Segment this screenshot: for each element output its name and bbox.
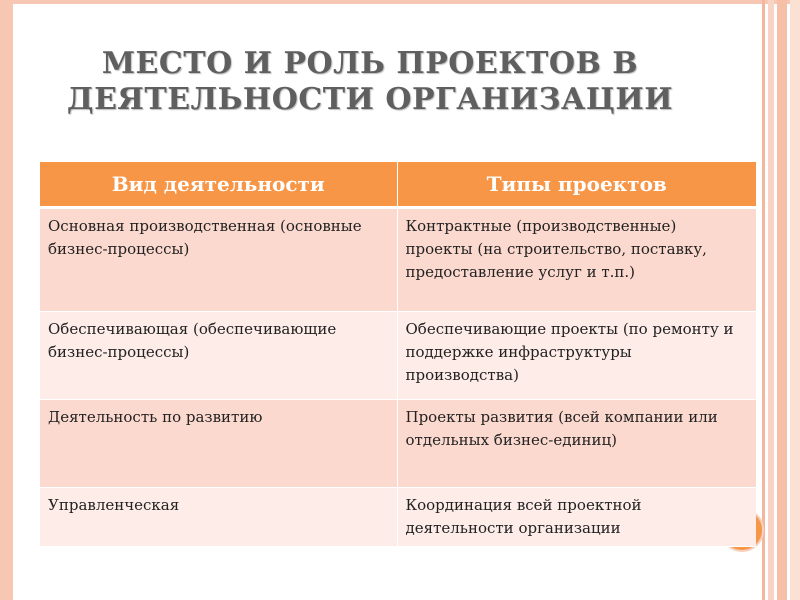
table-row [40,208,756,312]
right-stripe-decoration [768,0,774,600]
table-cell-activity: Основная производственная (основные бизнес-процессы) [40,208,397,312]
left-border-decoration [0,0,13,600]
table-cell-project-type: Контрактные (производственные) проекты (на строительство, поставку, предоставление услуг и т.п.) [397,208,756,312]
slide-title-line-2: ДЕЯТЕЛЬНОСТИ ОРГАНИЗАЦИИ [66,82,674,117]
header-project-types: Типы проектов [397,162,756,208]
right-stripe-decoration [777,0,787,600]
table-cell-activity: Управленческая [40,488,397,547]
table-row [40,488,756,547]
table-header-row [40,162,756,208]
slide-title-line-1: МЕСТО И РОЛЬ ПРОЕКТОВ В [101,46,639,81]
top-border-decoration [0,0,800,4]
table-cell-project-type: Координация всей проектной деятельности организации [397,488,756,547]
table-cell-activity: Обеспечивающая (обеспечивающие бизнес-процессы) [40,312,397,400]
table-cell-project-type: Проекты развития (всей компании или отдельных бизнес-единиц) [397,400,756,488]
table-row [40,312,756,400]
right-stripe-decoration [762,0,765,600]
table-cell-activity: Деятельность по развитию [40,400,397,488]
project-types-table [40,162,756,547]
header-activity-type: Вид деятельности [40,162,397,208]
table-cell-project-type: Обеспечивающие проекты (по ремонту и поддержке инфраструктуры производства) [397,312,756,400]
slide-title [30,46,710,118]
table-row [40,400,756,488]
right-stripe-decoration [790,0,800,600]
